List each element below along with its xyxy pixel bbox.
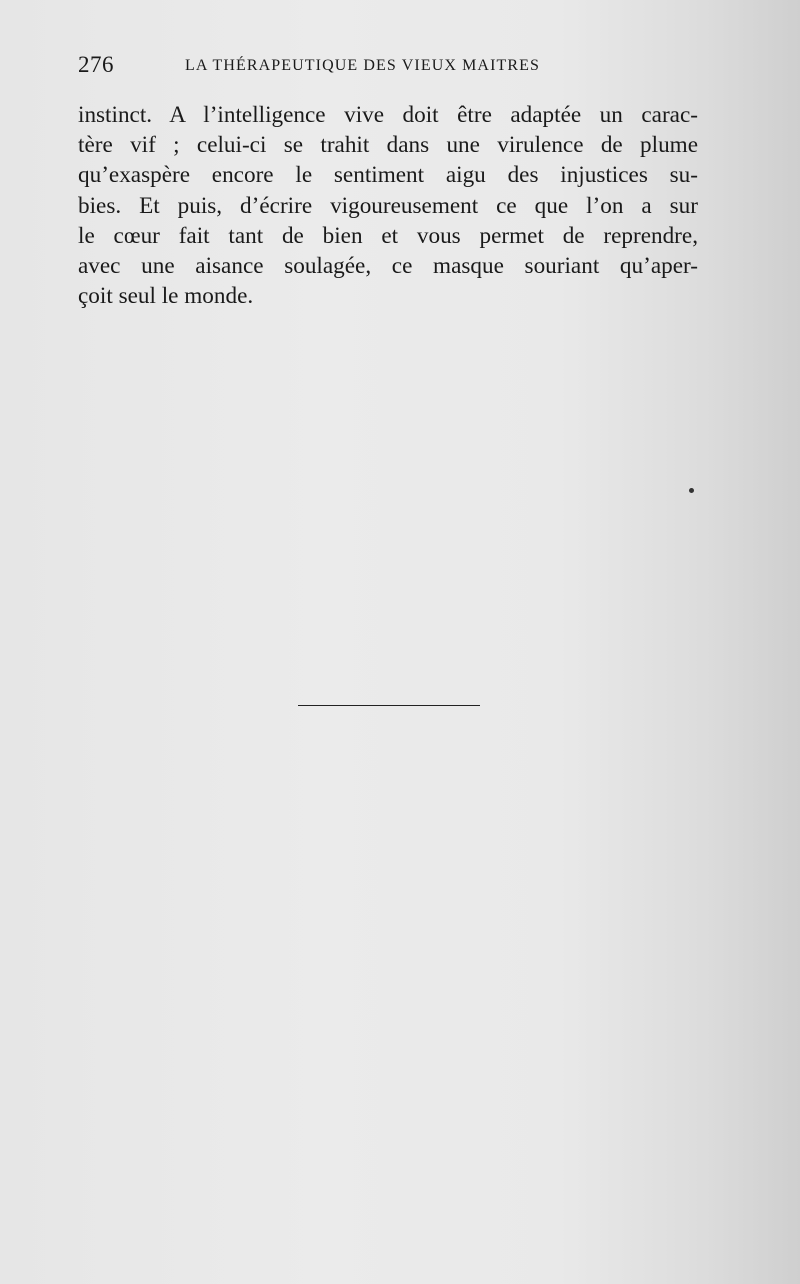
print-speck: [689, 488, 694, 493]
text-line: çoit seul le monde.: [78, 283, 254, 310]
page-number: 276: [78, 52, 114, 77]
running-title: LA THÉRAPEUTIQUE DES VIEUX MAITRES: [185, 57, 541, 74]
text-line: qu’exaspère encore le sentiment aigu des injustices su-: [78, 162, 698, 189]
text-line: instinct. A l’intelligence vive doit être adaptée un carac-: [78, 102, 698, 128]
running-head: [78, 52, 702, 80]
body-paragraph: [78, 100, 698, 311]
end-of-chapter-rule: [298, 705, 480, 706]
text-line: tère vif ; celui-ci se trahit dans une virulence de plume: [78, 132, 698, 159]
text-line: avec une aisance soulagée, ce masque souriant qu’aper-: [78, 253, 698, 280]
text-line: le cœur fait tant de bien et vous permet de reprendre,: [78, 222, 698, 249]
text-line: bies. Et puis, d’écrire vigoureusement ce que l’on a sur: [78, 192, 698, 219]
